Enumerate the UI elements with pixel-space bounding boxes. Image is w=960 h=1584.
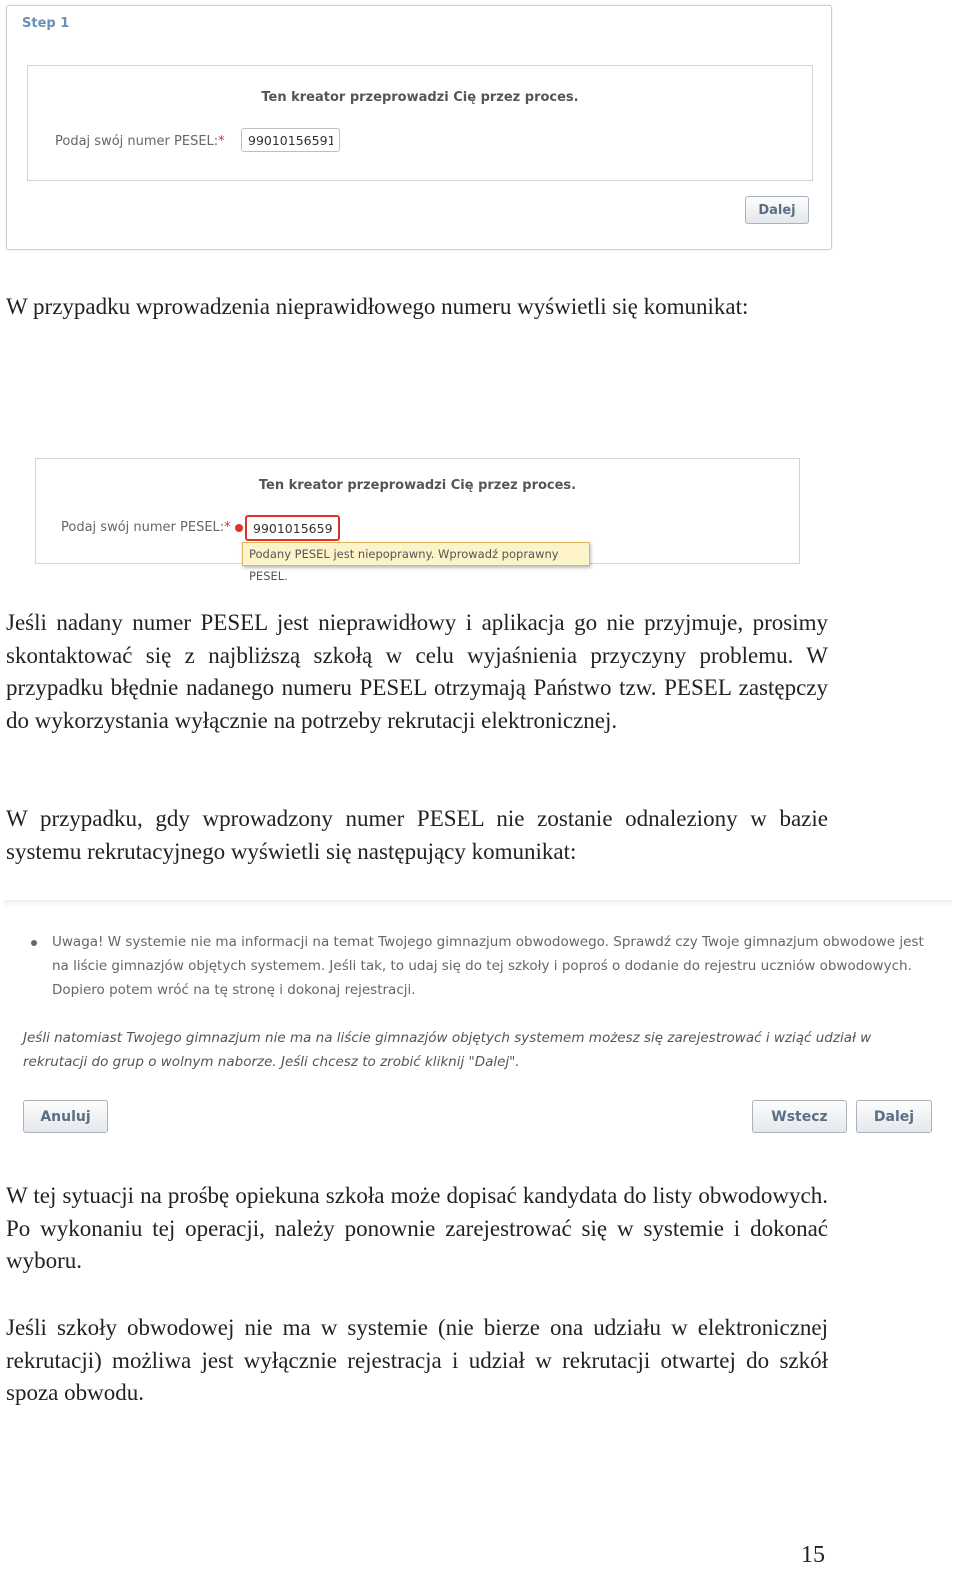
panel-top-shade [4, 900, 952, 908]
error-tooltip: Podany PESEL jest niepoprawny. Wprowadź poprawny PESEL. [242, 542, 590, 566]
paragraph-no-school: Jeśli szkoły obwodowej nie ma w systemie (nie bierze ona udziału w elektronicznej rekrutacji) możliwa jest wyłącznie rejestracja i udział w rekrutacji otwartej do szkół spoza obwodu. [6, 1315, 828, 1405]
required-asterisk: * [218, 134, 225, 149]
pesel-input[interactable] [241, 128, 340, 152]
page-number: 15 [801, 1542, 825, 1568]
pesel-label-text: Podaj swój numer PESEL: [55, 134, 219, 149]
next-button[interactable]: Dalej [745, 196, 809, 224]
cancel-button[interactable]: Anuluj [23, 1100, 108, 1133]
back-button[interactable]: Wstecz [752, 1100, 847, 1133]
next-button[interactable]: Dalej [856, 1100, 932, 1133]
paragraph-contact-school: Jeśli nadany numer PESEL jest nieprawidłowy i aplikacja go nie przyjmuje, prosimy skontaktować się z najbliższą szkołą w celu wyjaśnienia przyczyny problemu. W przypadku błędnie nadanego numeru PESEL otrzymają Państwo tzw. PESEL zastępczy do wykorzystania wyłącznie na potrzeby rekrutacji elektronicznej. [6, 610, 828, 733]
paragraph-add-to-list: W tej sytuacji na prośbę opiekuna szkoła może dopisać kandydata do listy obwodowych. Po wykonaniu tej operacji, należy ponownie zarejestrować się w systemie i dokonać wyboru. [6, 1183, 828, 1273]
wizard-intro-text: Ten kreator przeprowadzi Cię przez proces. [261, 90, 579, 105]
step-title: Step 1 [22, 16, 70, 31]
pesel-input-invalid[interactable] [245, 515, 340, 541]
wizard-form-box [27, 65, 813, 181]
paragraph-not-found: W przypadku, gdy wprowadzony numer PESEL nie zostanie odnaleziony w bazie systemu rekrutacyjnego wyświetli się następujący komunikat: [6, 806, 828, 864]
warning-message: Uwaga! W systemie nie ma informacji na temat Twojego gimnazjum obwodowego. Sprawdź czy Twoje gimnazjum obwodowe jest na liście gimnazjów objętych systemem. Jeśli tak, to udaj się do tej szkoły i poproś o dodanie do rejestru uczniów obwodowych. Dopiero potem wróć na tę stronę i dokonaj rejestracji. [52, 934, 924, 998]
required-asterisk: * [224, 520, 231, 535]
pesel-label [61, 520, 231, 535]
pesel-label-text: Podaj swój numer PESEL: [61, 520, 225, 535]
pesel-label [55, 134, 225, 149]
bullet-icon [31, 940, 37, 946]
error-indicator-icon [235, 524, 243, 532]
wizard-intro-text: Ten kreator przeprowadzi Cię przez proces. [258, 478, 577, 493]
paragraph-invalid-number: W przypadku wprowadzenia nieprawidłowego numeru wyświetli się komunikat: [6, 294, 749, 319]
wizard-step1-panel [6, 5, 832, 250]
register-note: Jeśli natomiast Twojego gimnazjum nie ma na liście gimnazjów objętych systemem możesz się zarejestrować i wziąć udział w rekrutacji do grup o wolnym naborze. Jeśli chcesz to zrobić kliknij "Dalej". [23, 1030, 872, 1070]
